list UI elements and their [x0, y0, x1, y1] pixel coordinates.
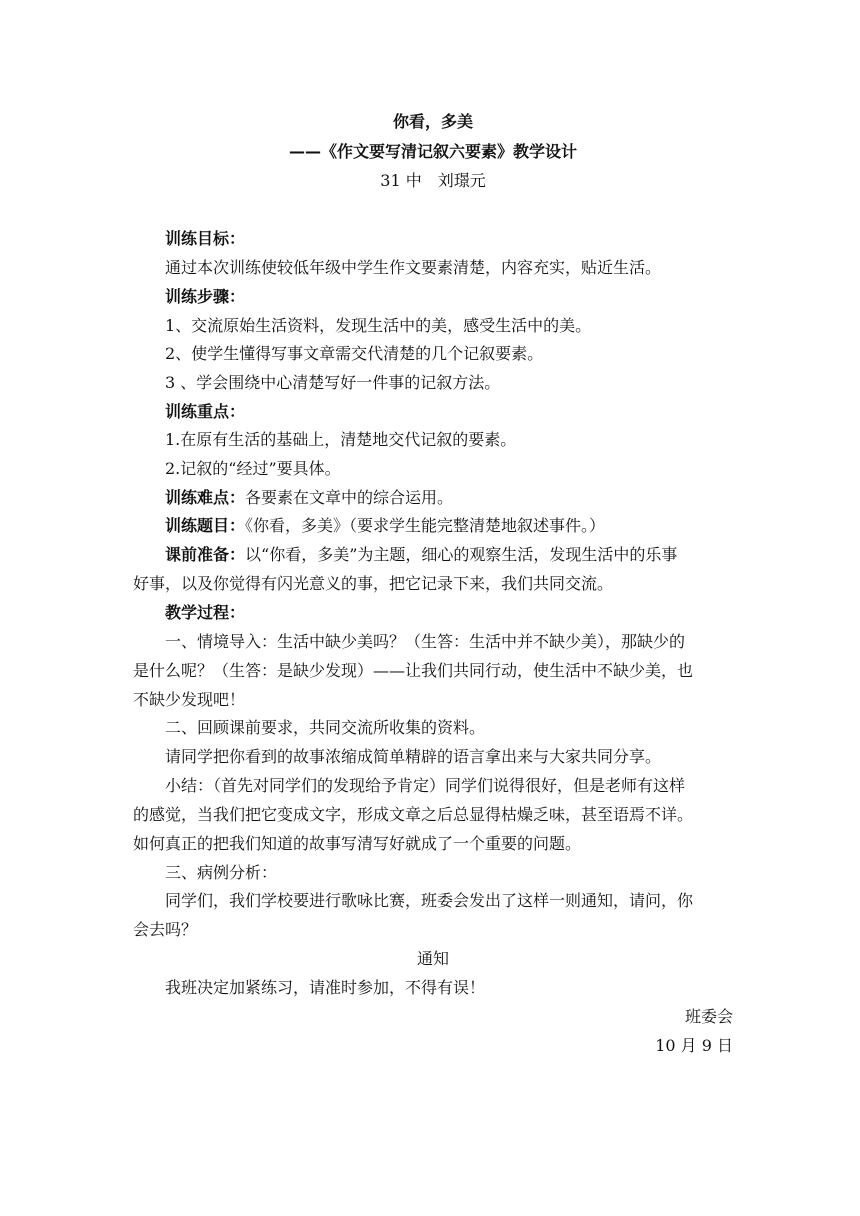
step-item: 1、交流原始生活资料，发现生活中的美，感受生活中的美。 [165, 316, 592, 335]
author-line: 31 中 刘璟元 [380, 171, 486, 190]
notice-date: 10 月 9 日 [655, 1036, 733, 1055]
document-subtitle: ——《作文要写清记叙六要素》教学设计 [288, 142, 577, 161]
step-item: 2、使学生懂得写事文章需交代清楚的几个记叙要素。 [165, 344, 544, 363]
notice-body: 我班决定加紧练习，请准时参加，不得有误！ [165, 978, 486, 997]
difficulty-row [165, 488, 733, 508]
process-p1-line3: 不缺少发现吧！ [133, 690, 246, 709]
keypoints-label: 训练重点： [165, 402, 246, 421]
topic-row [165, 516, 733, 536]
step-item: 3 、学会围绕中心清楚写好一件事的记叙方法。 [165, 373, 501, 392]
process-p5: 三、病例分析： [165, 863, 278, 882]
document-title: 你看，多美 [392, 112, 473, 131]
objectives-text: 通过本次训练使较低年级中学生作文要素清楚，内容充实，贴近生活。 [165, 258, 662, 277]
process-p6-line1: 同学们，我们学校要进行歌咏比赛，班委会发出了这样一则通知，请问，你 [165, 891, 694, 910]
process-p1-line1: 一、情境导入：生活中缺少美吗？（生答：生活中并不缺少美），那缺少的 [165, 632, 686, 651]
keypoint-item: 1.在原有生活的基础上，清楚地交代记叙的要素。 [165, 430, 517, 449]
preparation-label: 课前准备： [165, 545, 246, 564]
keypoint-item: 2.记叙的“经过”要具体。 [165, 459, 341, 478]
process-label: 教学过程： [165, 603, 246, 622]
notice-signer: 班委会 [684, 1007, 733, 1026]
process-p3: 请同学把你看到的故事浓缩成简单精辟的语言拿出来与大家共同分享。 [165, 747, 662, 766]
process-p4-line3: 如何真正的把我们知道的故事写清写好就成了一个重要的问题。 [133, 834, 582, 853]
topic-label: 训练题目： [165, 516, 246, 535]
topic-text: 《你看，多美》（要求学生能完整清楚地叙述事件。） [245, 516, 606, 535]
objectives-label: 训练目标： [165, 229, 246, 248]
difficulty-text: 各要素在文章中的综合运用。 [245, 488, 454, 507]
difficulty-label: 训练难点： [165, 488, 246, 507]
steps-label: 训练步骤： [165, 287, 246, 306]
process-p4-line1: 小结：（首先对同学们的发现给予肯定）同学们说得很好，但是老师有这样 [165, 776, 686, 795]
process-p4-line2: 的感觉，当我们把它变成文字，形成文章之后总显得枯燥乏味，甚至语焉不详。 [133, 805, 694, 824]
preparation-row [165, 545, 733, 565]
process-p1-line2: 是什么呢？（生答：是缺少发现）——让我们共同行动，使生活中不缺少美，也 [133, 661, 694, 680]
preparation-text-line2: 好事，以及你觉得有闪光意义的事，把它记录下来，我们共同交流。 [133, 574, 614, 593]
preparation-text-line1: 以“你看，多美”为主题，细心的观察生活，发现生活中的乐事 [245, 545, 678, 564]
process-p2: 二、回顾课前要求，共同交流所收集的资料。 [165, 718, 486, 737]
process-p6-line2: 会去吗？ [133, 920, 198, 939]
notice-title: 通知 [416, 949, 449, 968]
